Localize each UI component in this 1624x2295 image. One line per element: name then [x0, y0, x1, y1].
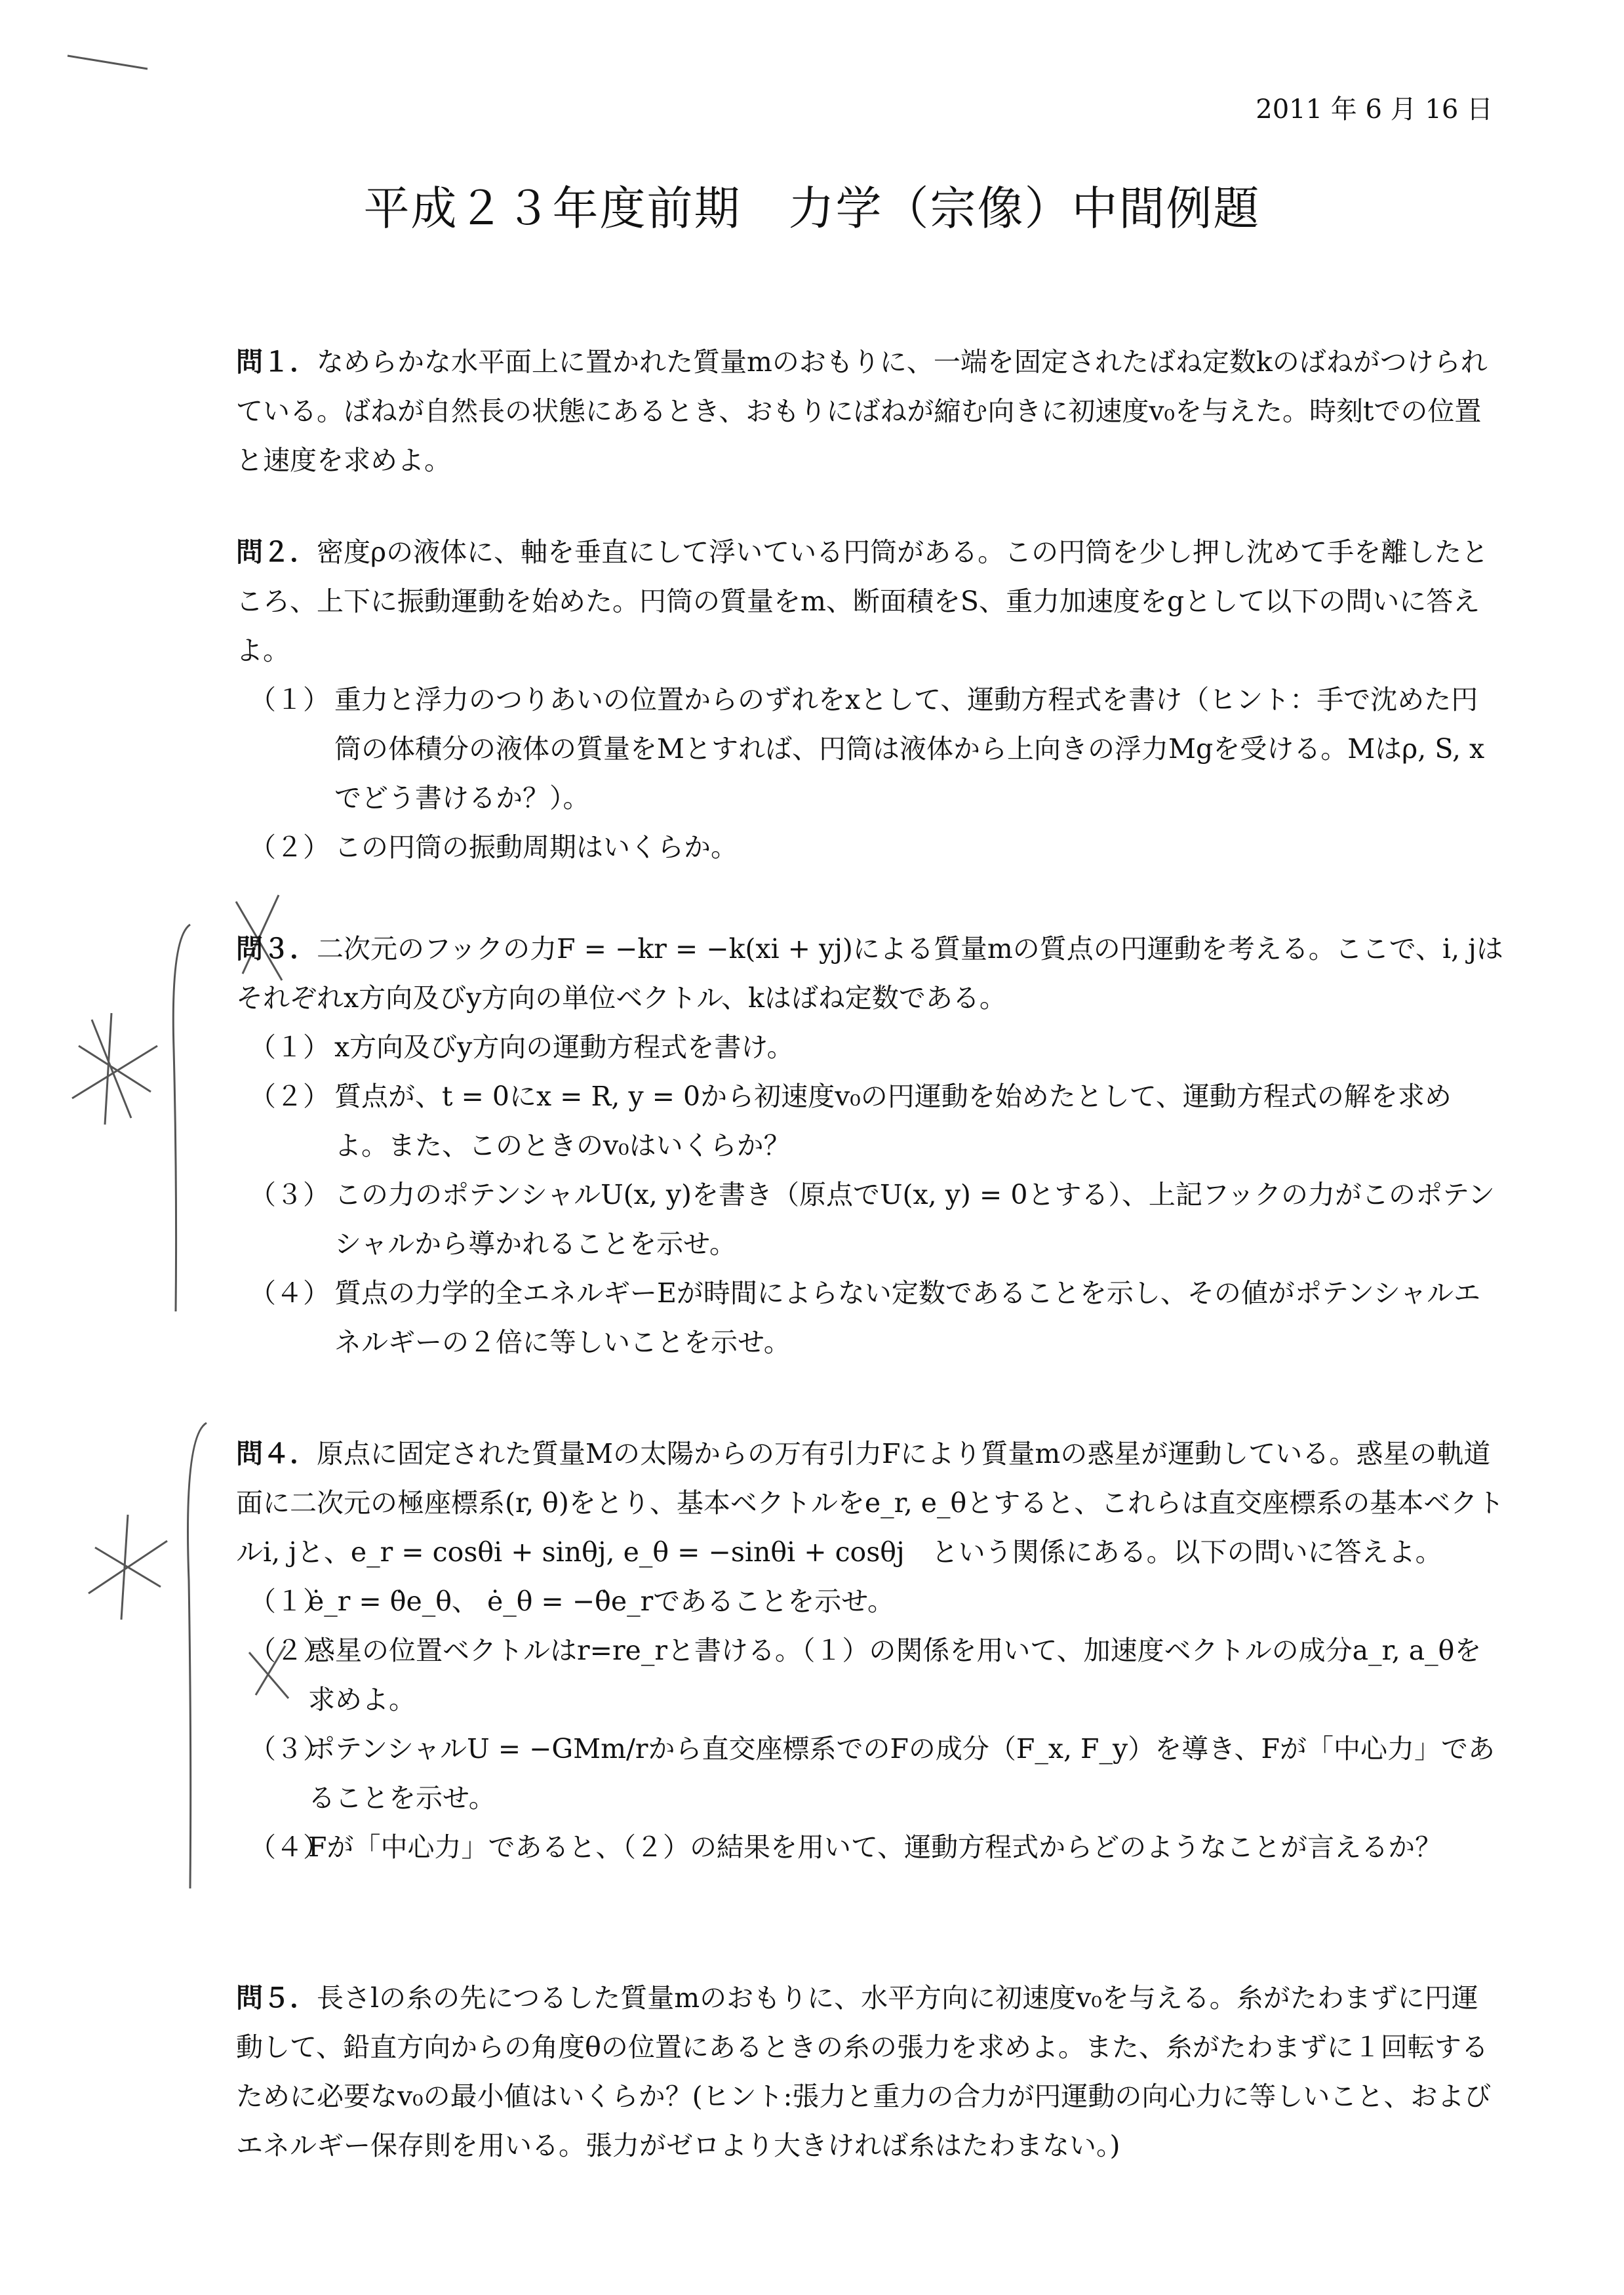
question-5: [236, 1974, 1505, 2170]
question-3-sub-3-number: （３）: [249, 1179, 330, 1210]
question-4-sub-2: [236, 1626, 1505, 1725]
question-2: [236, 528, 1505, 872]
question-3-sub-1-text: x方向及びy方向の運動方程式を書け。: [334, 1031, 794, 1063]
question-5-body: 長さlの糸の先につるした質量mのおもりに、水平方向に初速度v₀を与える。糸がたわまずに円運動して、鉛直方向からの角度θの位置にあるときの糸の張力を求めよ。また、糸がたわまずに１回転するために必要なv₀の最小値はいくらか？(ヒント:張力と重力の合力が円運動の向心力に等しいこと、およびエネルギー保存則を用いる。張力がゼロより大きければ糸はたわまない。): [236, 1982, 1492, 2161]
question-1: [236, 338, 1505, 485]
question-3-sub-4-text: 質点の力学的全エネルギーEが時間によらない定数であることを示し、その値がポテンシャルエネルギーの２倍に等しいことを示せ。: [334, 1277, 1481, 1358]
question-1-label: 問１．: [236, 346, 317, 378]
question-4-sub-2-number: （２）: [249, 1635, 330, 1666]
question-4-sub-4: [236, 1823, 1505, 1872]
question-3-sub-1-number: （１）: [249, 1031, 330, 1063]
pencil-bracket-mark: [177, 1416, 216, 1895]
question-5-label: 問５．: [236, 1982, 317, 2014]
question-2-text: [236, 528, 1505, 675]
question-3-sub-3: [236, 1170, 1505, 1269]
exam-title: 平成２３年度前期 力学（宗像）中間例題: [363, 182, 1261, 235]
question-1-text: [236, 338, 1505, 485]
question-2-sub-1-text: 重力と浮力のつりあいの位置からのずれをxとして、運動方程式を書け（ヒント：手で沈めた円筒の体積分の液体の質量をMとすれば、円筒は液体から上向きの浮力Mgを受ける。Mはρ, S, xでどう書けるか？）。: [334, 684, 1485, 814]
question-2-sub-1-number: （１）: [249, 684, 330, 715]
question-3-body: 二次元のフックの力F = −kr = −k(xi + yj)による質量mの質点の円運動を考える。ここで、i, jはそれぞれx方向及びy方向の単位ベクトル、kはばね定数である。: [236, 933, 1503, 1014]
question-4-sub-4-number: （４）: [249, 1831, 330, 1863]
question-5-text: [236, 1974, 1505, 2170]
pencil-dash-mark: [62, 46, 154, 79]
question-4-text: [236, 1429, 1505, 1577]
question-1-body: なめらかな水平面上に置かれた質量mのおもりに、一端を固定されたばね定数kのばねがつけられている。ばねが自然長の状態にあるとき、おもりにばねが縮む向きに初速度v₀を与えた。時刻tでの位置と速度を求めよ。: [236, 346, 1488, 476]
question-3-sub-4: [236, 1269, 1505, 1367]
question-4-label: 問４．: [236, 1438, 317, 1469]
question-3: [236, 925, 1505, 1367]
pencil-star-icon: [52, 1007, 164, 1138]
question-2-sub-1: [236, 675, 1505, 823]
question-3-sub-2-text: 質点が、t = 0にx = R, y = 0から初速度v₀の円運動を始めたとして、運動方程式の解を求めよ。また、このときのv₀はいくらか？: [334, 1081, 1452, 1161]
question-4-sub-2-text: 惑星の位置ベクトルはr=re_rと書ける。（１）の関係を用いて、加速度ベクトルの成分a_r, a_θを求めよ。: [308, 1635, 1482, 1715]
question-4-sub-1: [236, 1577, 1505, 1626]
question-4: [236, 1429, 1505, 1872]
question-4-body: 原点に固定された質量Mの太陽からの万有引力Fにより質量mの惑星が運動している。惑星の軌道面に二次元の極座標系(r, θ)をとり、基本ベクトルをe_r, e_θとすると、これらは直交座標系の基本ベクトルi, jと、e_r = cosθi + sinθj, e_θ = −sinθi + cosθj という関係にある。以下の問いに答えよ。: [236, 1438, 1505, 1568]
question-4-sub-1-number: （１）: [249, 1586, 330, 1617]
question-3-label: 問３．: [236, 933, 317, 965]
pencil-bracket-mark: [164, 918, 203, 1325]
question-4-sub-3-text: ポテンシャルU = −GMm/rから直交座標系でのFの成分（F_x, F_y）を導き、Fが「中心力」であることを示せ。: [308, 1733, 1495, 1814]
question-3-sub-2: [236, 1072, 1505, 1170]
question-2-body: 密度ρの液体に、軸を垂直にして浮いている円筒がある。この円筒を少し押し沈めて手を離したところ、上下に振動運動を始めた。円筒の質量をm、断面積をS、重力加速度をgとして以下の問いに答えよ。: [236, 536, 1489, 666]
pencil-star-icon: [75, 1508, 174, 1626]
question-2-sub-2-number: （２）: [249, 831, 330, 863]
question-3-sub-1: [236, 1023, 1505, 1072]
question-3-sub-3-text: この力のポテンシャルU(x, y)を書き（原点でU(x, y) = 0とする）、上記フックの力がこのポテンシャルから導かれることを示せ。: [334, 1179, 1495, 1260]
question-3-sub-4-number: （４）: [249, 1277, 330, 1309]
question-4-sub-3: [236, 1725, 1505, 1823]
question-4-sub-4-text: Fが「中心力」であると、（２）の結果を用いて、運動方程式からどのようなことが言えるか？: [308, 1831, 1442, 1863]
exam-date: 2011 年 6 月 16 日: [1256, 94, 1493, 125]
question-2-sub-2: [236, 823, 1505, 872]
question-4-sub-1-text: ė_r = θ̇e_θ、 ė_θ = −θ̇e_rであることを示せ。: [308, 1586, 894, 1617]
question-2-sub-2-text: この円筒の振動周期はいくらか。: [334, 831, 738, 863]
question-3-text: [236, 925, 1505, 1023]
question-4-sub-3-number: （３）: [249, 1733, 330, 1765]
question-3-sub-2-number: （２）: [249, 1081, 330, 1112]
question-2-label: 問２．: [236, 536, 317, 568]
